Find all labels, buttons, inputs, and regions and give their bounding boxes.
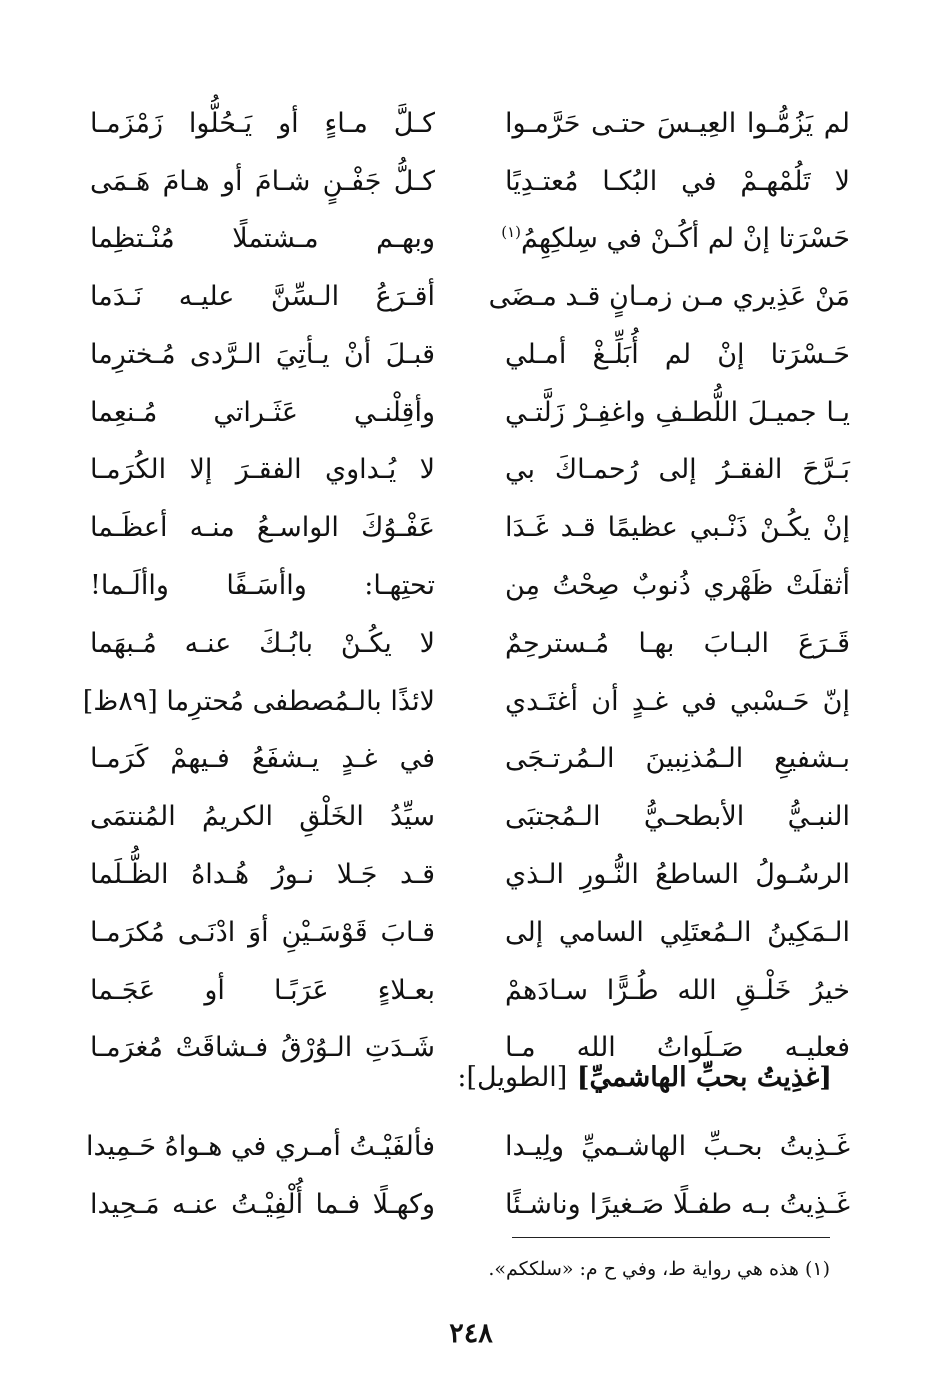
verse-right-hemistich: بـشفيعِ الـمُذنِبينَ الـمُرتـجَى <box>505 743 850 775</box>
poem-verses <box>82 95 850 1078</box>
poem-meter: [الطويل]: <box>457 1062 568 1093</box>
verse-row <box>90 1176 850 1234</box>
verse-left-hemistich: وبهـم مـشتملًا مُنْـتظِما <box>90 223 435 255</box>
verse-row <box>90 500 850 558</box>
verse-row <box>90 211 850 269</box>
verse-left-hemistich: قبـلَ أنْ يـأتِيَ الـرَّدى مُـخترِما <box>90 338 435 370</box>
verse-left-hemistich: فألفَيْـتُ أمـري في هـواهُ حَـمِيدا <box>85 1130 435 1162</box>
verse-row <box>90 904 850 962</box>
verse-right-hemistich: مَنْ عَذِيري مـن زمـانٍ قـد مـضَى <box>488 281 850 313</box>
verse-right-hemistich: لم يَزُمُّـوا العِيـسَ حتـى حَرَّمـوا <box>505 107 850 139</box>
verse-left-hemistich: لا يكُـنْ بابُـكَ عنـه مُـبهَما <box>90 627 435 659</box>
footnote: (١) هذه هي رواية ط، وفي ح م: «سلككم». <box>488 1258 830 1280</box>
verse-left-hemistich: كـلُّ جَفْـنٍ شـامَ أو هـامَ هَـمَى <box>90 165 435 197</box>
verse-right-hemistich: خيرُ خَلْـقِ الله طُـرًّا سـادَهمْ <box>505 974 850 1006</box>
verse-row <box>90 326 850 384</box>
verse-row <box>82 673 850 731</box>
verse-right-hemistich: غَـذِيتُ بـه طفـلًا صَـغيرًا وناشـئًا <box>505 1188 850 1220</box>
verse-left-hemistich: لائذًا بالـمُصطفى مُحترِما [٨٩ظ] <box>82 685 435 717</box>
verse-left-hemistich: شَـدَتِ الـوُرْقُ فـشاقَتْ مُغرَمـا <box>90 1032 435 1064</box>
verse-right-hemistich: لا تَلُمْهـمْ في البُكـا مُعتـدِيًا <box>505 165 850 197</box>
poem-title: [غذِيتُ بحبِّ الهاشميِّ] <box>576 1062 832 1093</box>
verse-left-hemistich: قـد جَـلا نـورُ هُـداهُ الظُّـلَما <box>90 859 435 891</box>
verse-row <box>90 95 850 153</box>
verse-right-hemistich: إنّ حَـسْبي في غـدٍ أن أغتَـدي <box>505 685 850 717</box>
verse-right-hemistich: قَـرَعَ البـابَ بهـا مُـسترحِمٌ <box>505 627 850 659</box>
verse-left-hemistich: سيِّدُ الخَلْقِ الكريمُ المُنتمَى <box>90 801 435 833</box>
verse-left-hemistich: لا يُـداوي الفقـرَ إلا الكُرَمـا <box>90 454 435 486</box>
poem-heading <box>457 1062 832 1093</box>
verse-left-hemistich: بعـلاءٍ عَرَبًـا أو عَجَـما <box>90 974 435 1006</box>
verse-left-hemistich: قـابَ قَوْسَـيْنِ أوَ ادْنَـى مُكرَمـا <box>90 916 435 948</box>
verse-right-hemistich: الرسُـولُ الساطعُ النُّـورِ الـذي <box>505 859 850 891</box>
verse-right-hemistich: بَـرَّحَ الفقـرُ إلى رُحمـاكَ بي <box>505 454 850 486</box>
verse-row <box>90 268 850 326</box>
verse-row <box>85 1118 850 1176</box>
verse-left-hemistich: أقـرَعُ الـسِّنَّ عليـه نَـدَما <box>90 281 435 313</box>
verse-row <box>90 557 850 615</box>
verse-left-hemistich: عَفْـوُكَ الواسـعُ منـه أعظَـما <box>90 512 435 544</box>
verse-right-hemistich: يـا جميـلَ اللُّطـفِ واغفِـرْ زَلَّتـي <box>505 396 850 428</box>
verse-text: حَسْرَتا إنْ لم أكُـنْ في سِلكِهِمُ <box>521 223 850 255</box>
verse-right-hemistich: النبـيُّ الأبطحـيُّ الـمُجتبَى <box>505 801 850 833</box>
footnote-divider <box>512 1237 830 1238</box>
verse-right-hemistich: فعليـه صَـلَواتُ الله مـا <box>505 1032 850 1064</box>
verse-row <box>90 846 850 904</box>
verse-row <box>90 153 850 211</box>
verse-right-hemistich: إنْ يكُـنْ ذَنْـبي عظيمًا قـد غَـدَا <box>505 512 850 544</box>
footnote-marker: (١) <box>501 223 522 242</box>
verse-right-hemistich: حَـسْرَتا إنْ لم أُبَلِّـغْ أمـلي <box>505 338 850 370</box>
page-number: ٢٤٨ <box>449 1318 493 1349</box>
verse-row <box>90 789 850 847</box>
verse-row <box>90 615 850 673</box>
verse-left-hemistich: تحتِهـا: واأسَـفًا واألَـما! <box>90 570 435 602</box>
poem2-verses <box>85 1118 850 1234</box>
verse-right-hemistich <box>501 223 850 255</box>
verse-left-hemistich: في غـدٍ يـشفَعُ فـيهمْ كَرَمـا <box>90 743 435 775</box>
verse-row <box>90 962 850 1020</box>
verse-row <box>90 731 850 789</box>
verse-left-hemistich: كـلَّ مـاءٍ أو يَـحُلُّوا زَمْزَمـا <box>90 107 435 139</box>
verse-left-hemistich: وأقِلْنـي عَثَـراتي مُـنعِما <box>90 396 435 428</box>
verse-right-hemistich: الـمَكِينُ الـمُعتَلِي السامي إلى <box>505 916 850 948</box>
verse-right-hemistich: أثقلَتْ ظَهْري ذُنوبٌ صِحْتُ مِن <box>505 570 850 602</box>
verse-row <box>90 384 850 442</box>
verse-row <box>90 442 850 500</box>
verse-left-hemistich: وكهـلًا فـما أُلْفِيْـتُ عنـه مَـحِيدا <box>90 1188 435 1220</box>
verse-right-hemistich: غَـذِيتُ بحـبِّ الهاشـميِّ ولِيـدا <box>505 1130 850 1162</box>
